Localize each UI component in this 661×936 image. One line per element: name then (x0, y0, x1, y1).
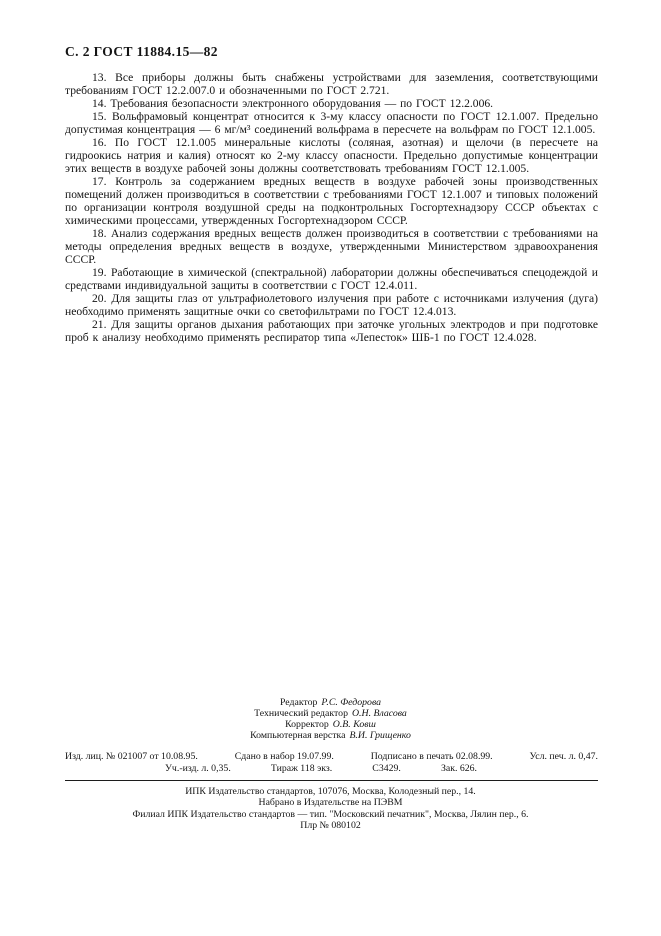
imprint-print-date: Подписано в печать 02.08.99. (370, 751, 493, 762)
publisher-typeset-note: Набрано в Издательстве на ПЭВМ (258, 797, 403, 809)
divider-rule (65, 780, 598, 781)
publisher-plr-number: Плр № 080102 (300, 819, 361, 831)
paragraph-13: 13. Все приборы должны быть снабжены устройствами для заземления, соответствующими требованиям ГОСТ 12.2.007.0 и обозначенными по ГОСТ 2.721. (65, 71, 598, 97)
paragraph-21: 21. Для защиты органов дыхания работающих при заточке угольных электродов и при подготовке проб к анализу необходимо применять респиратор типа «Лепесток» ШБ-1 по ГОСТ 12.4.028. (65, 318, 598, 344)
paragraph-16: 16. По ГОСТ 12.1.005 минеральные кислоты (соляная, азотная) и щелочи (в пересчете на гидроокись натрия и калия) относят ко 2-му классу опасности. Предельно допустимые концентрации этих веществ в воздухе рабочей зоны должны соответствовать требованиям ГОСТ 12.1.005. (65, 136, 598, 175)
imprint-order: Зак. 626. (440, 762, 477, 774)
credit-label: Корректор (285, 719, 329, 730)
imprint-pub-sheets: Уч.-изд. л. 0,35. (165, 762, 231, 774)
credit-label: Редактор (279, 697, 318, 708)
publisher-address: ИПК Издательство стандартов, 107076, Москва, Колодезный пер., 14. (185, 786, 476, 797)
credits-block (0, 697, 661, 741)
credit-corrector (0, 719, 661, 730)
credit-layout (0, 730, 661, 741)
paragraph-15: 15. Вольфрамовый концентрат относится к 3-му классу опасности по ГОСТ 12.1.007. Предельно допустимая концентрация — 6 мг/м³ соединений вольфрама в пересчете на вольфрам по ГОСТ 12.1.005. (65, 110, 598, 136)
publisher-block (0, 786, 661, 831)
paragraph-14: 14. Требования безопасности электронного оборудования — по ГОСТ 12.2.006. (92, 97, 494, 110)
credit-name: О.В. Ковш (332, 719, 376, 730)
credit-name: Р.С. Федорова (321, 697, 382, 708)
paragraph-19: 19. Работающие в химической (спектральной) лаборатории должны обеспечиваться спецодеждой и средствами индивидуальной защиты в соответствии с ГОСТ 12.4.011. (65, 266, 598, 292)
credit-label: Компьютерная верстка (250, 730, 346, 741)
imprint-code: С3429. (372, 762, 401, 774)
imprint-license: Изд. лиц. № 021007 от 10.08.95. (65, 751, 198, 762)
imprint-print-sheets: Усл. печ. л. 0,47. (529, 751, 598, 762)
credit-editor (0, 697, 661, 708)
document-body (65, 71, 598, 344)
colophon (0, 697, 661, 831)
paragraph-18: 18. Анализ содержания вредных веществ должен производиться в соответствии с требованиями на методы определения вредных веществ в воздухе, утвержденными Министерством здравоохранения СССР. (65, 227, 598, 266)
credit-name: В.И. Грищенко (349, 730, 411, 741)
paragraph-20: 20. Для защиты глаз от ультрафиолетового излучения при работе с источниками излучения (дуга) необходимо применять защитные очки со светофильтрами по ГОСТ 12.4.013. (65, 292, 598, 318)
imprint-block (65, 751, 598, 774)
imprint-typeset-date: Сдано в набор 19.07.99. (234, 751, 334, 762)
paragraph-17: 17. Контроль за содержанием вредных веществ в воздухе рабочей зоны производственных помещений должен производиться в соответствии с требованиями ГОСТ 12.1.007 и типовых положений по организации контроля воздушной среды на подконтрольных Госгортехнадзору СССР объектах с химическими процессами, утвержденных Госгортехнадзором СССР. (65, 175, 598, 227)
imprint-row-1 (65, 751, 598, 763)
page-header: С. 2 ГОСТ 11884.15—82 (65, 44, 218, 59)
imprint-circulation: Тираж 118 экз. (270, 762, 333, 774)
credit-technical-editor (0, 708, 661, 719)
credit-name: О.Н. Власова (351, 708, 407, 719)
credit-label: Технический редактор (254, 708, 348, 719)
imprint-row-2 (165, 763, 477, 775)
publisher-branch: Филиал ИПК Издательство стандартов — тип. "Московский печатник", Москва, Лялин пер., 6. (132, 808, 529, 820)
